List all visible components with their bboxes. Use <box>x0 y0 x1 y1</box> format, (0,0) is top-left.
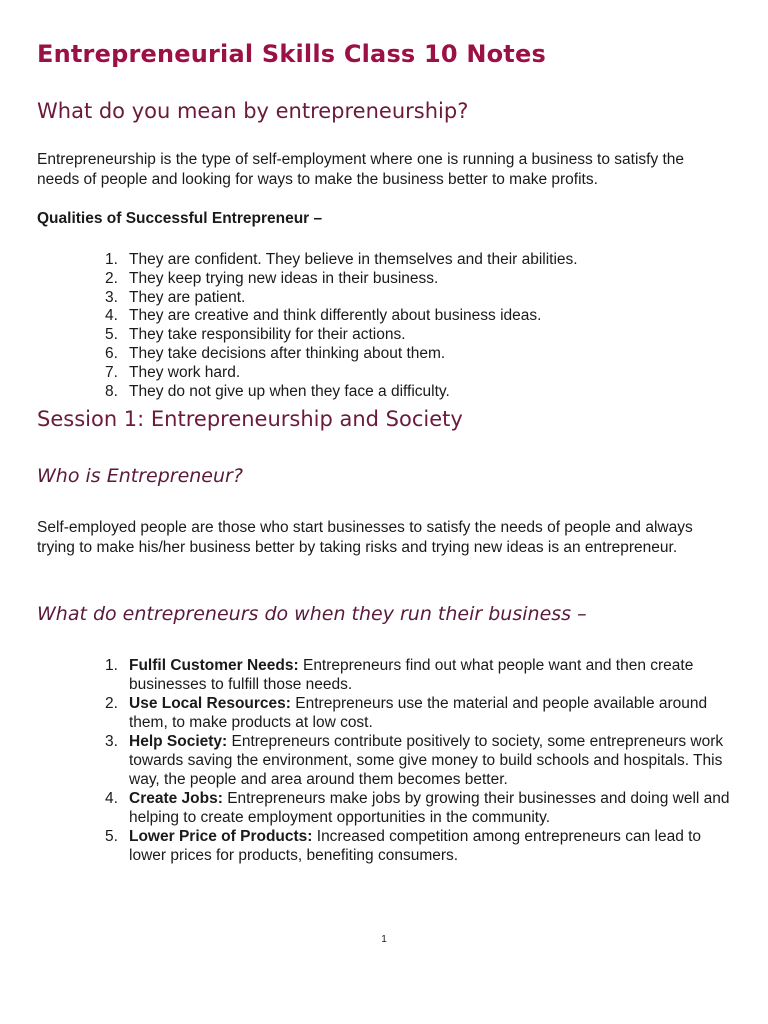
list-item: 5. They take responsibility for their actions. <box>105 326 406 344</box>
list-item: 6. They take decisions after thinking about them. <box>105 344 446 362</box>
qualities-list <box>37 251 735 401</box>
who-is-entrepreneur-paragraph: Self-employed people are those who start businesses to satisfy the needs of people and always trying to make his/her business better by taking risks and trying new ideas is an entrepreneur. <box>37 519 693 556</box>
list-item: 2. They keep trying new ideas in their business. <box>105 269 439 287</box>
heading-entrepreneurship-meaning: What do you mean by entrepreneurship? <box>37 99 469 123</box>
list-item: 1. They are confident. They believe in themselves and their abilities. <box>105 251 578 268</box>
page-title: Entrepreneurial Skills Class 10 Notes <box>37 40 546 68</box>
page-number: 1 <box>381 934 387 945</box>
list-item: 3. Help Society: Entrepreneurs contribute positively to society, some entrepreneurs work towards saving the environment, some give money to build schools and hospitals. This way, the people and area around them becomes better. <box>105 733 724 788</box>
list-item: 5. Lower Price of Products: Increased competition among entrepreneurs can lead to lower prices for products, benefiting consumers. <box>105 828 702 864</box>
list-item: 1. Fulfil Customer Needs: Entrepreneurs find out what people want and then create businesses to fulfill those needs. <box>105 657 694 693</box>
heading-session-1: Session 1: Entrepreneurship and Society <box>37 407 463 431</box>
list-item: 7. They work hard. <box>105 363 241 381</box>
heading-who-is-entrepreneur: Who is Entrepreneur? <box>37 465 243 487</box>
list-item: 3. They are patient. <box>105 288 246 306</box>
entrepreneurship-definition: Entrepreneurship is the type of self-employment where one is running a business to satisfy the needs of people and looking for ways to make the business better to make profits. <box>37 151 685 188</box>
list-item: 2. Use Local Resources: Entrepreneurs use the material and people available around them, to make products at low cost. <box>105 695 708 731</box>
entrepreneur-duties-list <box>37 656 735 865</box>
heading-what-entrepreneurs-do: What do entrepreneurs do when they run their business – <box>37 603 587 625</box>
list-item: 4. Create Jobs: Entrepreneurs make jobs by growing their businesses and doing well and helping to create employment opportunities in the community. <box>105 790 730 826</box>
qualities-label: Qualities of Successful Entrepreneur – <box>37 210 323 227</box>
list-item: 4. They are creative and think differently about business ideas. <box>105 307 542 325</box>
list-item: 8. They do not give up when they face a difficulty. <box>105 382 450 400</box>
